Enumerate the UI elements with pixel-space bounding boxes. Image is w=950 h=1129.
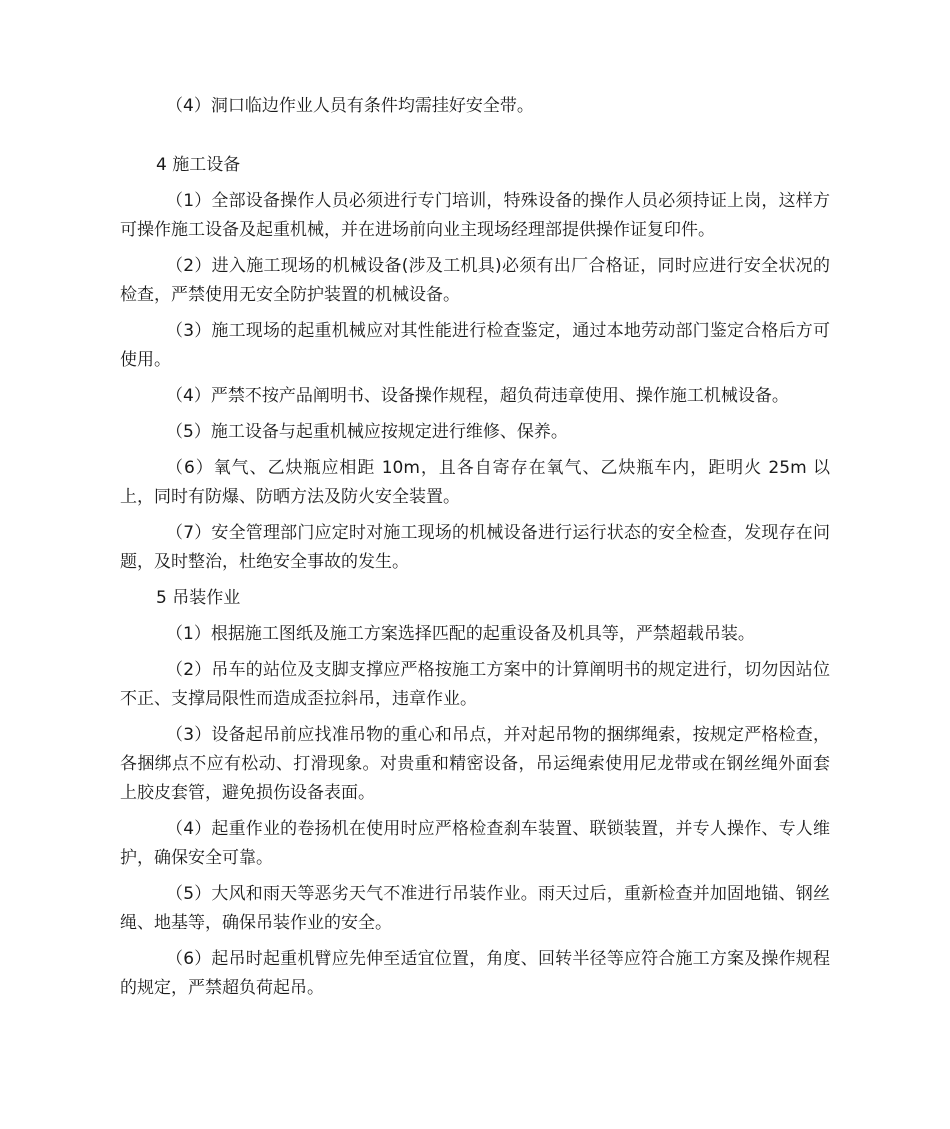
paragraph-equipment-6: （6）氧气、乙炔瓶应相距 10m，且各自寄存在氧气、乙炔瓶车内，距明火 25m 以上，同时有防爆、防晒方法及防火安全装置。 — [120, 458, 830, 507]
paragraph-equipment-5: （5）施工设备与起重机械应按规定进行维修、保养。 — [166, 422, 568, 442]
paragraph-lifting-5: （5）大风和雨天等恶劣天气不准进行吊装作业。雨天过后，重新检查并加固地锚、钢丝绳、地基等，确保吊装作业的安全。 — [120, 884, 830, 933]
paragraph-equipment-7: （7）安全管理部门应定时对施工现场的机械设备进行运行状态的安全检查，发现存在问题，及时整治，杜绝安全事故的发生。 — [120, 523, 830, 572]
paragraph-lifting-3: （3）设备起吊前应找准吊物的重心和吊点，并对起吊物的捆绑绳索，按规定严格检查，各捆绑点不应有松动、打滑现象。对贵重和精密设备，吊运绳索使用尼龙带或在钢丝绳外面套上胶皮套管，避免损伤设备表面。 — [120, 725, 830, 803]
paragraph-equipment-2: （2）进入施工现场的机械设备(涉及工机具)必须有出厂合格证，同时应进行安全状况的检查，严禁使用无安全防护装置的机械设备。 — [120, 256, 830, 305]
paragraph-lifting-6: （6）起吊时起重机臂应先伸至适宜位置，角度、回转半径等应符合施工方案及操作规程的规定，严禁超负荷起吊。 — [120, 949, 830, 998]
section-heading-construction-equipment: 4 施工设备 — [156, 155, 241, 175]
section-heading-lifting-operations: 5 吊装作业 — [156, 588, 241, 608]
paragraph-lifting-4: （4）起重作业的卷扬机在使用时应严格检查刹车装置、联锁装置，并专人操作、专人维护，确保安全可靠。 — [120, 819, 830, 868]
paragraph-lifting-2: （2）吊车的站位及支脚支撑应严格按施工方案中的计算阐明书的规定进行，切勿因站位不正、支撑局限性而造成歪拉斜吊，违章作业。 — [120, 660, 830, 709]
paragraph-equipment-4: （4）严禁不按产品阐明书、设备操作规程，超负荷违章使用、操作施工机械设备。 — [166, 386, 789, 406]
paragraph-equipment-3: （3）施工现场的起重机械应对其性能进行检查鉴定，通过本地劳动部门鉴定合格后方可使用。 — [120, 321, 830, 370]
paragraph-lifting-1: （1）根据施工图纸及施工方案选择匹配的起重设备及机具等，严禁超载吊装。 — [166, 624, 755, 644]
paragraph-4-edge-safety: （4）洞口临边作业人员有条件均需挂好安全带。 — [166, 96, 534, 116]
paragraph-equipment-1: （1）全部设备操作人员必须进行专门培训，特殊设备的操作人员必须持证上岗，这样方可操作施工设备及起重机械，并在进场前向业主现场经理部提供操作证复印件。 — [120, 191, 830, 240]
